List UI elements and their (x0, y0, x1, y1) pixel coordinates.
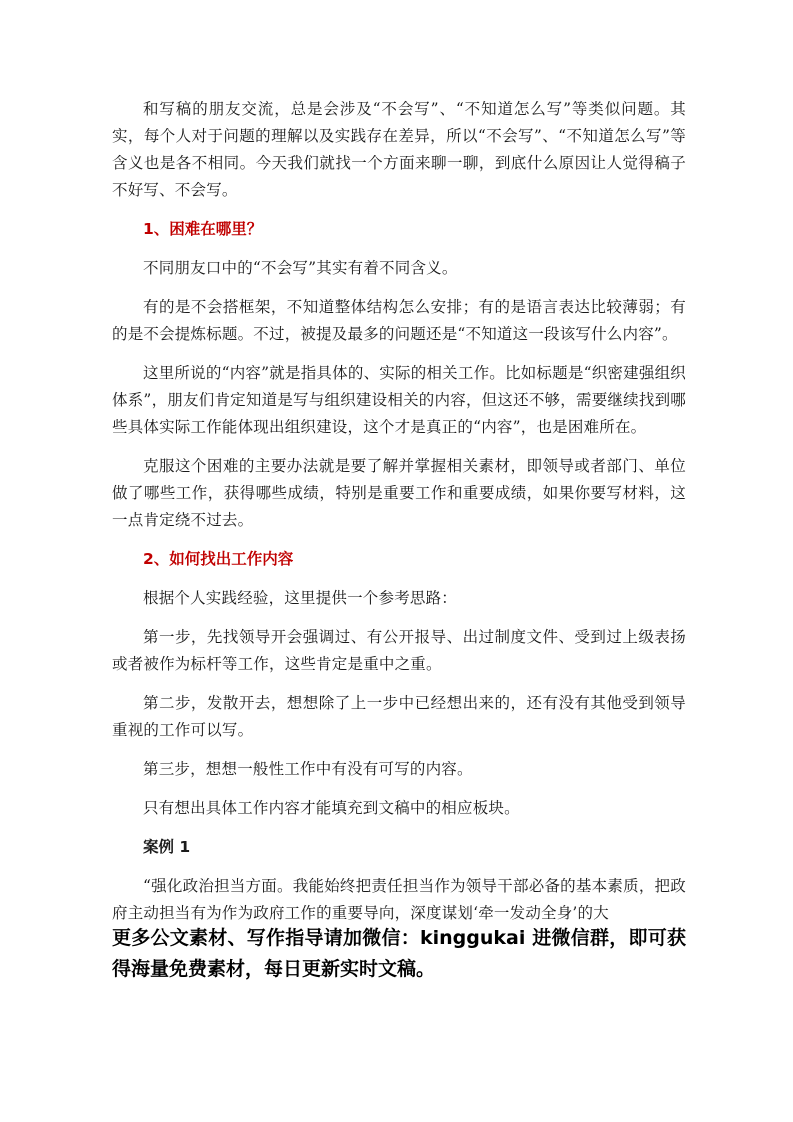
section-2-paragraph: 第二步，发散开去，想想除了上一步中已经想出来的，还有没有其他受到领导重视的工作可以写。 (112, 694, 686, 739)
section-1-paragraph: 这里所说的“内容”就是指具体的、实际的相关工作。比如标题是“织密建强组织体系”，朋友们肯定知道是写与组织建设相关的内容，但这还不够，需要继续找到哪些具体实际工作能体现出组织建设，这个才是真正的“内容”，也是困难所在。 (112, 364, 686, 436)
section-1-paragraph: 克服这个困难的主要办法就是要了解并掌握相关素材，即领导或者部门、单位做了哪些工作，获得哪些成绩，特别是重要工作和重要成绩，如果你要写材料，这一点肯定绕不过去。 (112, 457, 686, 529)
section-2-paragraph: 第一步，先找领导开会强调过、有公开报导、出过制度文件、受到过上级表扬或者被作为标杆等工作，这些肯定是重中之重。 (112, 628, 686, 673)
section-1-paragraph: 不同朋友口中的“不会写”其实有着不同含义。 (143, 259, 458, 277)
document-body (112, 96, 686, 985)
case-paragraph: “强化政治担当方面。我能始终把责任担当作为领导干部必备的基本素质，把政府主动担当有为作为政府工作的重要导向，深度谋划‘牵一发动全身’的大 (112, 877, 686, 922)
wechat-promo-note: 更多公文素材、写作指导请加微信：kinggukai 进微信群，即可获得海量免费素材，每日更新实时文稿。 (112, 927, 686, 980)
section-2-paragraph: 第三步，想想一般性工作中有没有可写的内容。 (143, 760, 473, 778)
case-heading: 案例 1 (143, 838, 191, 856)
section-1-paragraph: 有的是不会搭框架，不知道整体结构怎么安排；有的是语言表达比较薄弱；有的是不会提炼标题。不过，被提及最多的问题还是“不知道这一段该写什么内容”。 (112, 298, 686, 343)
section-2-paragraph: 根据个人实践经验，这里提供一个参考思路： (143, 589, 458, 607)
section-2-heading: 2、如何找出工作内容 (143, 550, 294, 568)
section-1-heading: 1、困难在哪里？ (143, 220, 263, 238)
section-2-paragraph: 只有想出具体工作内容才能填充到文稿中的相应板块。 (143, 799, 520, 817)
intro-paragraph: 和写稿的朋友交流，总是会涉及“不会写”、“不知道怎么写”等类似问题。其实，每个人对于问题的理解以及实践存在差异，所以“不会写”、“不知道怎么写”等含义也是各不相同。今天我们就找一个方面来聊一聊，到底什么原因让人觉得稿子不好写、不会写。 (112, 100, 686, 199)
